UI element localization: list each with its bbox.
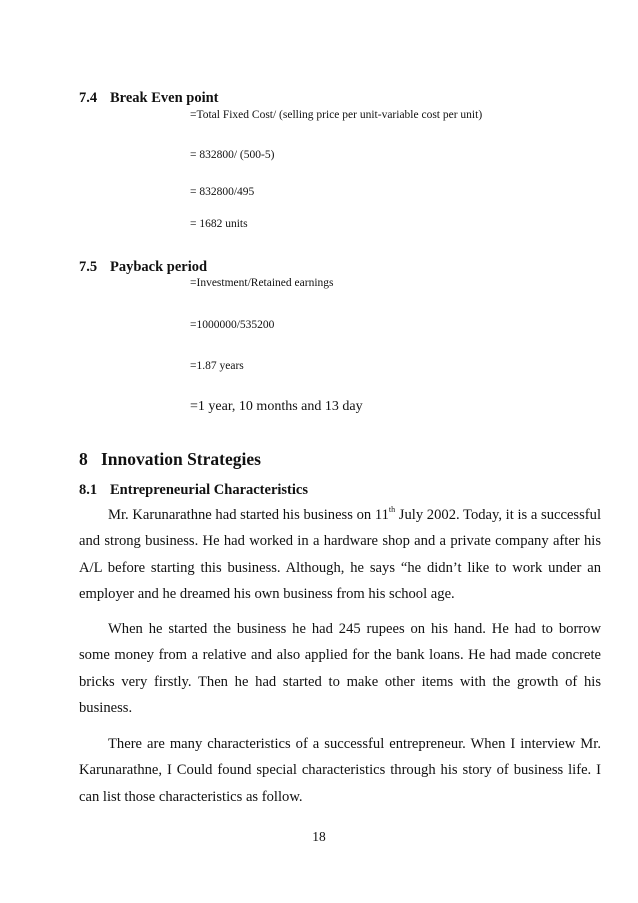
heading-payback-period — [79, 259, 207, 276]
section-title: Innovation Strategies — [101, 449, 261, 469]
break-even-result-line: = 1682 units — [190, 218, 248, 230]
section-title: Payback period — [110, 259, 208, 275]
heading-entrepreneurial-characteristics — [79, 482, 308, 499]
payback-formula-line: =Investment/Retained earnings — [190, 277, 334, 289]
break-even-formula-line: =Total Fixed Cost/ (selling price per unit-variable cost per unit) — [190, 109, 483, 121]
paragraph-business-history — [79, 502, 601, 607]
break-even-substitution-line: = 832800/ (500-5) — [190, 149, 275, 161]
heading-break-even-point — [79, 90, 219, 107]
payback-result-line: =1 year, 10 months and 13 day — [190, 399, 363, 414]
section-title: Break Even point — [110, 90, 219, 106]
heading-innovation-strategies — [79, 449, 261, 470]
section-number: 8 — [79, 449, 88, 469]
section-number: 7.4 — [79, 90, 98, 106]
payback-substitution-line: =1000000/535200 — [190, 319, 275, 331]
payback-years-line: =1.87 years — [190, 360, 244, 372]
section-number: 7.5 — [79, 259, 98, 275]
paragraph-business-start: When he started the business he had 245 rupees on his hand. He had to borrow some money from a relative and also applied for the bank loans. He had made concrete bricks very firstly. Then he had started to make other items with the growth of his business. — [79, 621, 601, 716]
ordinal-superscript: th — [388, 505, 396, 514]
section-title: Entrepreneurial Characteristics — [110, 482, 308, 498]
paragraph-characteristics-intro: There are many characteristics of a successful entrepreneur. When I interview Mr. Karunarathne, I Could found special characteristics through his story of business life. I can list those characteristics as follow. — [79, 736, 601, 805]
page-number: 18 — [312, 829, 326, 844]
paragraph-text: July 2002. Today, it is a successful and strong business. He had worked in a hardware shop and a private company after his A/L before starting this business. Although, he says “he didn’t like to work under an employer and he dreamed his own business from his school age. — [79, 507, 601, 602]
paragraph-text: Mr. Karunarathne had started his business on 11 — [108, 507, 389, 523]
section-number: 8.1 — [79, 482, 98, 498]
break-even-simplified-line: = 832800/495 — [190, 186, 255, 198]
